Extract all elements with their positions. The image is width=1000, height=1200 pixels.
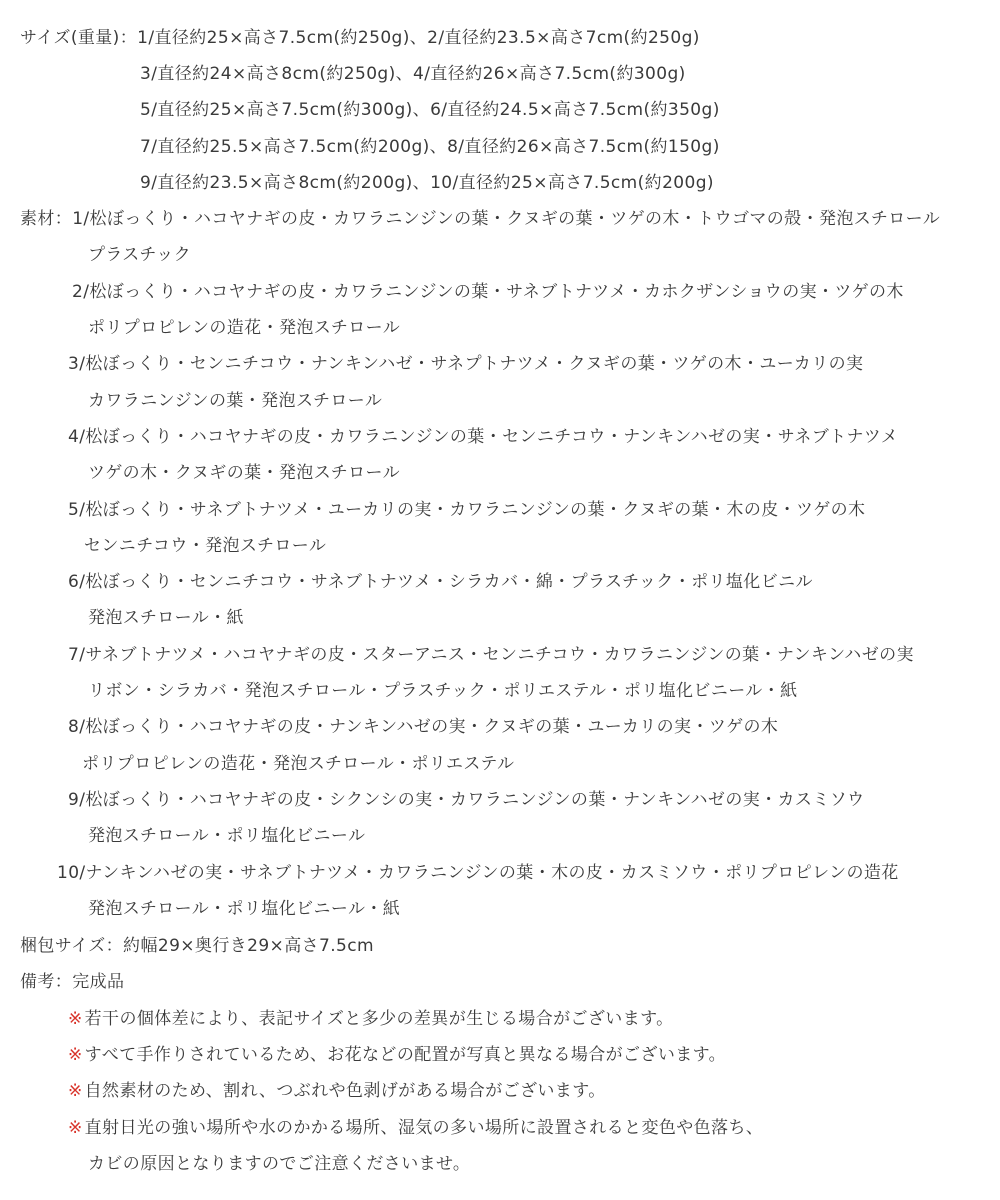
material-line-18: 発泡スチロール・ポリ塩化ビニール [88, 826, 366, 846]
size-value-1: 1/直径約25×高さ7.5cm(約250g)、2/直径約23.5×高さ7cm(約250g) [137, 28, 700, 48]
note-item-1 [68, 1008, 674, 1030]
size-value-4: 7/直径約25.5×高さ7.5cm(約200g)、8/直径約26×高さ7.5cm(約150g) [140, 137, 720, 157]
size-value-2: 3/直径約24×高さ8cm(約250g)、4/直径約26×高さ7.5cm(約300g) [140, 64, 686, 84]
note-mark: ※ [68, 1118, 83, 1138]
package-value: 約幅29×奥行き29×高さ7.5cm [123, 936, 374, 956]
package-row [20, 935, 374, 957]
note-item-2 [68, 1044, 726, 1066]
material-line-10: センニチコウ・発泡スチロール [84, 536, 327, 556]
size-row-1 [20, 27, 700, 49]
material-line-14: リボン・シラカバ・発泡スチロール・プラスチック・ポリエステル・ポリ塩化ビニール・紙 [88, 681, 798, 701]
material-line-3: 2/松ぼっくり・ハコヤナギの皮・カワラニンジンの葉・サネブトナツメ・カホクザンショウの実・ツゲの木 [72, 282, 904, 302]
material-line-11: 6/松ぼっくり・センニチコウ・サネブトナツメ・シラカバ・綿・プラスチック・ポリ塩化ビニル [68, 572, 813, 592]
notes-value: 完成品 [72, 972, 125, 992]
note-mark: ※ [68, 1081, 83, 1101]
notes-row [20, 971, 124, 993]
material-line-5: 3/松ぼっくり・センニチコウ・ナンキンハゼ・サネプトナツメ・クヌギの葉・ツゲの木・ユーカリの実 [68, 354, 864, 374]
material-row-1 [20, 208, 940, 230]
note-item-3 [68, 1080, 606, 1102]
material-line-16: ポリプロピレンの造花・発泡スチロール・ポリエステル [82, 754, 515, 774]
material-line-13: 7/サネブトナツメ・ハコヤナギの皮・スターアニス・センニチコウ・カワラニンジンの葉・ナンキンハゼの実 [68, 645, 914, 665]
size-value-3: 5/直径約25×高さ7.5cm(約300g)、6/直径約24.5×高さ7.5cm(約350g) [140, 100, 720, 120]
material-line-17: 9/松ぼっくり・ハコヤナギの皮・シクンシの実・カワラニンジンの葉・ナンキンハゼの実・カスミソウ [68, 790, 865, 810]
material-line-6: カワラニンジンの葉・発泡スチロール [88, 391, 383, 411]
notes-label: 備考： [20, 972, 73, 992]
note-text-1: 若干の個体差により、表記サイズと多少の差異が生じる場合がございます。 [84, 1009, 674, 1029]
material-line-20: 発泡スチロール・ポリ塩化ビニール・紙 [88, 899, 401, 919]
material-line-1: 1/松ぼっくり・ハコヤナギの皮・カワラニンジンの葉・クヌギの葉・ツゲの木・トウゴマの殻・発泡スチロール [72, 209, 941, 229]
material-line-4: ポリプロピレンの造花・発泡スチロール [88, 318, 401, 338]
material-line-9: 5/松ぼっくり・サネブトナツメ・ユーカリの実・カワラニンジンの葉・クヌギの葉・木の皮・ツゲの木 [68, 500, 866, 520]
note-text-4: 直射日光の強い場所や水のかかる場所、湿気の多い場所に設置されると変色や色落ち、 [84, 1118, 764, 1138]
note-text-2: すべて手作りされているため、お花などの配置が写真と異なる場合がございます。 [84, 1045, 727, 1065]
note-mark: ※ [68, 1045, 83, 1065]
package-label: 梱包サイズ： [20, 936, 124, 956]
material-line-2: プラスチック [88, 245, 192, 265]
material-line-19: 10/ナンキンハゼの実・サネブトナツメ・カワラニンジンの葉・木の皮・カスミソウ・ポリプロピレンの造花 [57, 863, 899, 883]
note-text-3: 自然素材のため、割れ、つぶれや色剥げがある場合がございます。 [84, 1081, 606, 1101]
material-line-8: ツゲの木・クヌギの葉・発泡スチロール [88, 463, 401, 483]
material-line-15: 8/松ぼっくり・ハコヤナギの皮・ナンキンハゼの実・クヌギの葉・ユーカリの実・ツゲの木 [68, 717, 779, 737]
material-line-7: 4/松ぼっくり・ハコヤナギの皮・カワラニンジンの葉・センニチコウ・ナンキンハゼの実・サネブトナツメ [68, 427, 899, 447]
note-item-4 [68, 1117, 763, 1139]
size-label: サイズ(重量)： [20, 28, 138, 48]
material-label: 素材： [20, 209, 73, 229]
size-value-5: 9/直径約23.5×高さ8cm(約200g)、10/直径約25×高さ7.5cm(約200g) [140, 173, 714, 193]
note-mark: ※ [68, 1009, 83, 1029]
material-line-12: 発泡スチロール・紙 [88, 608, 244, 628]
note-text-5: カビの原因となりますのでご注意くださいませ。 [88, 1154, 471, 1174]
